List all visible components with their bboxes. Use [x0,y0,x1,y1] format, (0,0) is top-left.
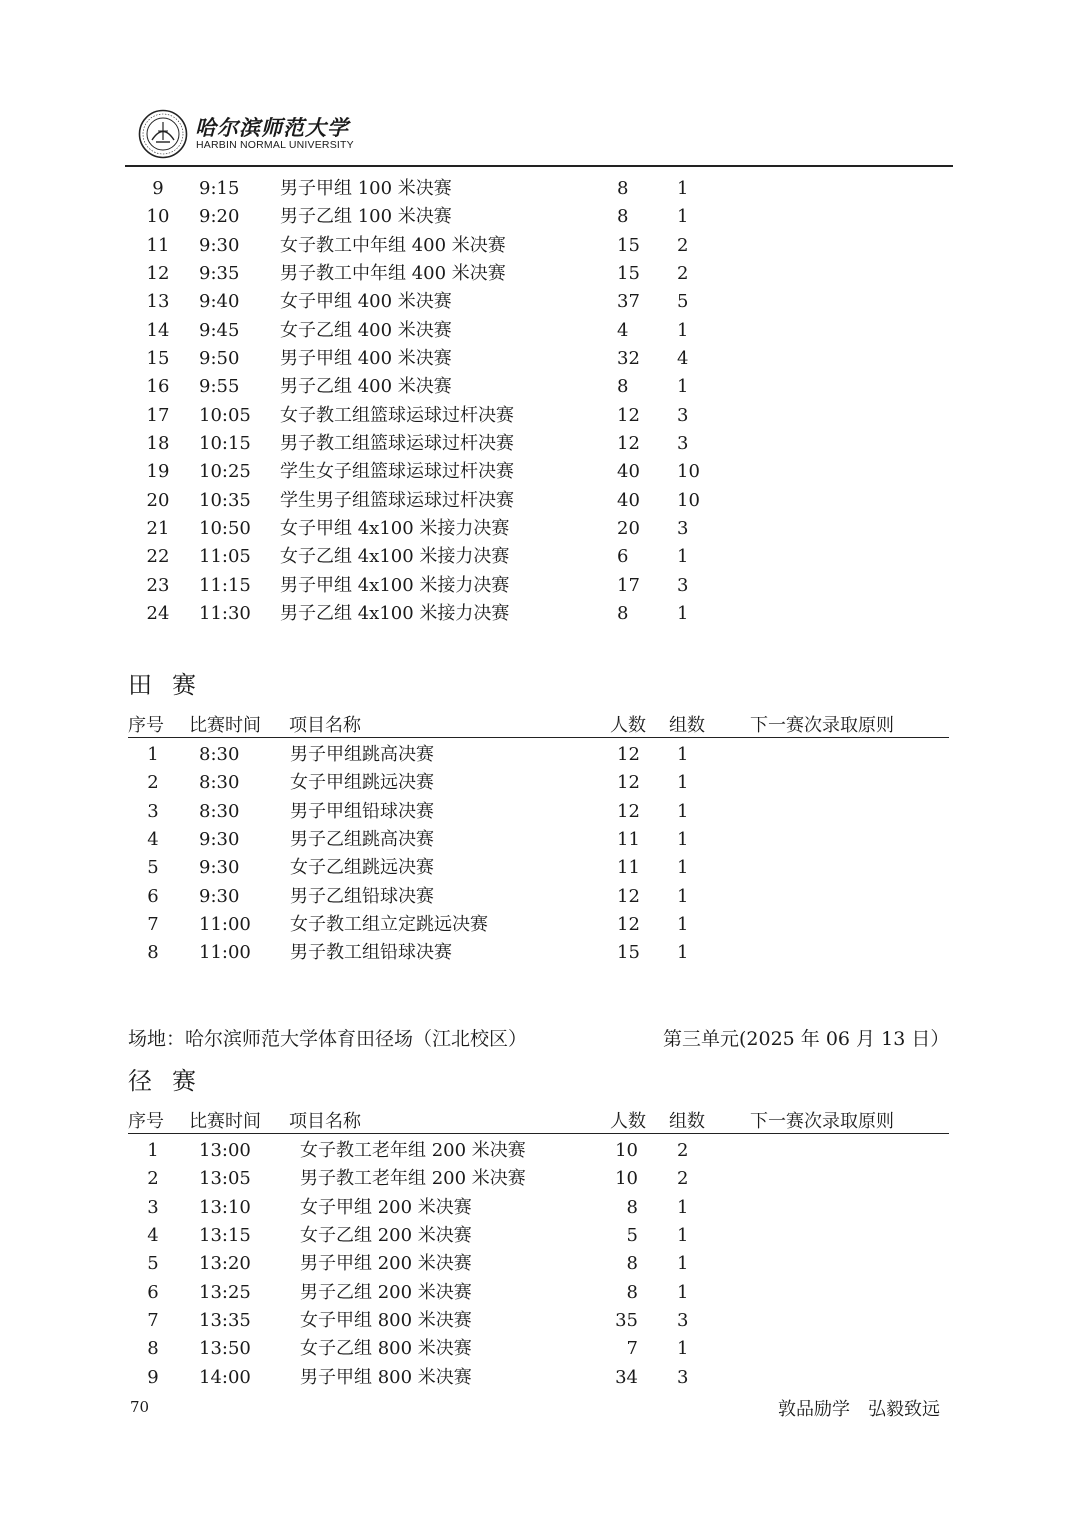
cell-time: 9:35 [199,262,240,284]
cell-groups: 1 [677,602,689,624]
cell-time: 13:15 [199,1224,251,1246]
field-header-rule [128,737,949,738]
cell-time: 10:50 [199,517,251,539]
cell-count: 34 [615,1366,638,1388]
cell-no: 3 [147,1196,159,1218]
cell-time: 9:50 [199,347,240,369]
cell-time: 14:00 [199,1366,251,1388]
cell-count: 4 [617,319,629,341]
cell-time: 10:15 [199,432,251,454]
cell-groups: 1 [677,913,689,935]
cell-groups: 1 [677,800,689,822]
cell-count: 37 [617,291,640,313]
cell-event: 男子乙组 400 米决赛 [280,376,452,398]
cell-groups: 4 [677,347,689,369]
cell-groups: 1 [677,744,689,765]
col-groups: 组数 [669,715,705,736]
col-time: 比赛时间 [189,1111,261,1132]
cell-no: 15 [146,347,170,369]
track-section-title: 径赛 [128,1067,216,1095]
cell-no: 21 [146,517,170,539]
cell-time: 10:25 [199,461,251,483]
cell-groups: 3 [677,574,689,596]
cell-event: 男子甲组跳高决赛 [290,744,434,765]
cell-count: 8 [626,1196,638,1218]
cell-time: 8:30 [199,744,240,765]
cell-no: 9 [152,178,164,199]
cell-no: 4 [147,1224,159,1246]
cell-time: 11:30 [199,602,251,624]
cell-event: 女子甲组跳远决赛 [290,772,434,794]
cell-time: 9:55 [199,376,240,398]
cell-time: 11:00 [199,942,251,964]
cell-count: 7 [626,1338,638,1360]
cell-groups: 10 [677,489,700,511]
cell-groups: 1 [677,546,689,568]
cell-no: 1 [147,1140,159,1161]
cell-time: 10:05 [199,404,251,426]
cell-groups: 1 [677,1338,689,1360]
cell-event: 男子教工组铅球决赛 [290,942,452,964]
cell-count: 17 [617,574,640,596]
cell-groups: 1 [677,1196,689,1218]
cell-count: 15 [617,262,640,284]
cell-time: 13:10 [199,1196,251,1218]
cell-count: 8 [626,1253,638,1275]
cell-no: 5 [147,857,159,879]
header-divider [125,165,953,167]
cell-time: 9:30 [199,857,240,879]
cell-event: 女子甲组 400 米决赛 [280,291,452,313]
cell-groups: 2 [677,1168,689,1190]
cell-count: 12 [617,432,640,454]
cell-groups: 1 [677,772,689,794]
cell-time: 11:00 [199,913,251,935]
cell-event: 男子甲组铅球决赛 [290,800,434,822]
col-no: 序号 [128,1111,164,1132]
cell-groups: 3 [677,1309,689,1331]
cell-count: 15 [617,234,640,256]
cell-count: 11 [617,857,640,879]
cell-time: 13:25 [199,1281,251,1303]
cell-time: 13:00 [199,1140,251,1161]
session-label: 第三单元(2025 年 06 月 13 日） [663,1028,950,1050]
university-seal-icon [138,109,188,159]
cell-time: 13:20 [199,1253,251,1275]
cell-event: 女子乙组跳远决赛 [290,857,434,879]
cell-time: 9:40 [199,291,240,313]
cell-no: 4 [147,828,159,850]
cell-event: 女子教工中年组 400 米决赛 [280,234,506,256]
cell-time: 8:30 [199,772,240,794]
venue-label: 场地：哈尔滨师范大学体育田径场（江北校区） [128,1028,528,1050]
cell-groups: 1 [677,376,689,398]
cell-no: 7 [147,1309,159,1331]
cell-time: 9:30 [199,885,240,907]
cell-event: 女子教工老年组 200 米决赛 [300,1140,526,1161]
cell-event: 男子甲组 400 米决赛 [280,347,452,369]
cell-groups: 1 [677,1281,689,1303]
cell-groups: 1 [677,206,689,228]
cell-event: 女子甲组 200 米决赛 [300,1196,472,1218]
cell-event: 女子教工组篮球运球过杆决赛 [280,404,514,426]
cell-no: 6 [147,885,159,907]
cell-no: 8 [147,1338,159,1360]
cell-event: 女子甲组 800 米决赛 [300,1309,472,1331]
cell-no: 9 [147,1366,159,1388]
cell-event: 男子乙组跳高决赛 [290,828,434,850]
cell-no: 14 [146,319,170,341]
cell-event: 男子乙组 100 米决赛 [280,206,452,228]
cell-no: 12 [146,262,170,284]
cell-time: 8:30 [199,800,240,822]
cell-groups: 1 [677,828,689,850]
cell-no: 11 [146,234,170,256]
col-groups: 组数 [669,1111,705,1132]
cell-no: 7 [147,913,159,935]
col-count: 人数 [610,1111,646,1132]
cell-groups: 10 [677,461,700,483]
logo-name-cn: 哈尔滨师范大学 [195,116,349,140]
cell-count: 15 [617,942,640,964]
cell-time: 9:20 [199,206,240,228]
cell-groups: 3 [677,1366,689,1388]
cell-event: 女子乙组 800 米决赛 [300,1338,472,1360]
cell-event: 男子甲组 200 米决赛 [300,1253,472,1275]
cell-count: 40 [617,489,640,511]
cell-no: 10 [146,206,170,228]
cell-event: 学生女子组篮球运球过杆决赛 [280,461,514,483]
cell-groups: 5 [677,291,689,313]
cell-event: 男子教工组篮球运球过杆决赛 [280,432,514,454]
cell-event: 男子乙组 200 米决赛 [300,1281,472,1303]
cell-count: 12 [617,913,640,935]
cell-count: 10 [615,1140,638,1161]
cell-no: 22 [146,546,170,568]
cell-time: 13:05 [199,1168,251,1190]
cell-groups: 3 [677,404,689,426]
cell-count: 12 [617,404,640,426]
cell-groups: 1 [677,857,689,879]
field-section-title: 田赛 [128,671,216,699]
cell-event: 女子乙组 4x100 米接力决赛 [280,546,510,568]
cell-event: 男子乙组 4x100 米接力决赛 [280,602,510,624]
cell-count: 8 [626,1281,638,1303]
cell-groups: 1 [677,942,689,964]
col-rule: 下一赛次录取原则 [750,715,894,736]
cell-event: 男子教工老年组 200 米决赛 [300,1168,526,1190]
col-event: 项目名称 [289,715,361,736]
cell-time: 9:30 [199,234,240,256]
cell-no: 13 [146,291,170,313]
cell-groups: 3 [677,517,689,539]
cell-count: 32 [617,347,640,369]
cell-groups: 2 [677,1140,689,1161]
cell-no: 5 [147,1253,159,1275]
logo-name-en: HARBIN NORMAL UNIVERSITY [196,139,354,151]
cell-groups: 2 [677,234,689,256]
cell-no: 16 [146,376,170,398]
cell-count: 12 [617,885,640,907]
cell-no: 20 [146,489,170,511]
col-count: 人数 [610,715,646,736]
cell-time: 13:50 [199,1338,251,1360]
cell-time: 13:35 [199,1309,251,1331]
cell-event: 女子甲组 4x100 米接力决赛 [280,517,510,539]
cell-groups: 1 [677,1253,689,1275]
cell-count: 11 [617,828,640,850]
cell-event: 女子乙组 400 米决赛 [280,319,452,341]
cell-groups: 1 [677,178,689,199]
track-header-rule [128,1133,949,1134]
page-number: 70 [130,1398,150,1416]
cell-event: 男子甲组 800 米决赛 [300,1366,472,1388]
cell-count: 40 [617,461,640,483]
cell-no: 18 [146,432,170,454]
cell-count: 12 [617,772,640,794]
cell-no: 2 [147,1168,159,1190]
cell-no: 2 [147,772,159,794]
cell-no: 24 [146,602,170,624]
cell-groups: 3 [677,432,689,454]
cell-no: 17 [146,404,170,426]
col-event: 项目名称 [289,1111,361,1132]
cell-count: 12 [617,744,640,765]
cell-groups: 1 [677,319,689,341]
cell-time: 9:30 [199,828,240,850]
cell-count: 8 [617,178,629,199]
cell-no: 19 [146,461,170,483]
cell-no: 1 [147,744,159,765]
col-time: 比赛时间 [189,715,261,736]
cell-event: 学生男子组篮球运球过杆决赛 [280,489,514,511]
cell-event: 男子乙组铅球决赛 [290,885,434,907]
cell-no: 8 [147,942,159,964]
cell-event: 女子乙组 200 米决赛 [300,1224,472,1246]
cell-time: 11:15 [199,574,251,596]
cell-count: 20 [617,517,640,539]
cell-time: 9:45 [199,319,240,341]
cell-time: 10:35 [199,489,251,511]
col-no: 序号 [128,715,164,736]
cell-no: 6 [147,1281,159,1303]
footer-motto: 敦品励学 弘毅致远 [778,1399,940,1420]
cell-count: 8 [617,206,629,228]
cell-no: 3 [147,800,159,822]
col-rule: 下一赛次录取原则 [750,1111,894,1132]
cell-groups: 1 [677,885,689,907]
cell-event: 男子教工中年组 400 米决赛 [280,262,506,284]
cell-event: 女子教工组立定跳远决赛 [290,913,488,935]
cell-count: 8 [617,376,629,398]
cell-time: 11:05 [199,546,251,568]
cell-no: 23 [146,574,170,596]
cell-count: 35 [615,1309,638,1331]
cell-count: 12 [617,800,640,822]
cell-groups: 1 [677,1224,689,1246]
cell-count: 6 [617,546,629,568]
cell-count: 8 [617,602,629,624]
cell-count: 10 [615,1168,638,1190]
cell-count: 5 [626,1224,638,1246]
cell-event: 男子甲组 100 米决赛 [280,178,452,199]
cell-time: 9:15 [199,178,240,199]
cell-event: 男子甲组 4x100 米接力决赛 [280,574,510,596]
cell-groups: 2 [677,262,689,284]
